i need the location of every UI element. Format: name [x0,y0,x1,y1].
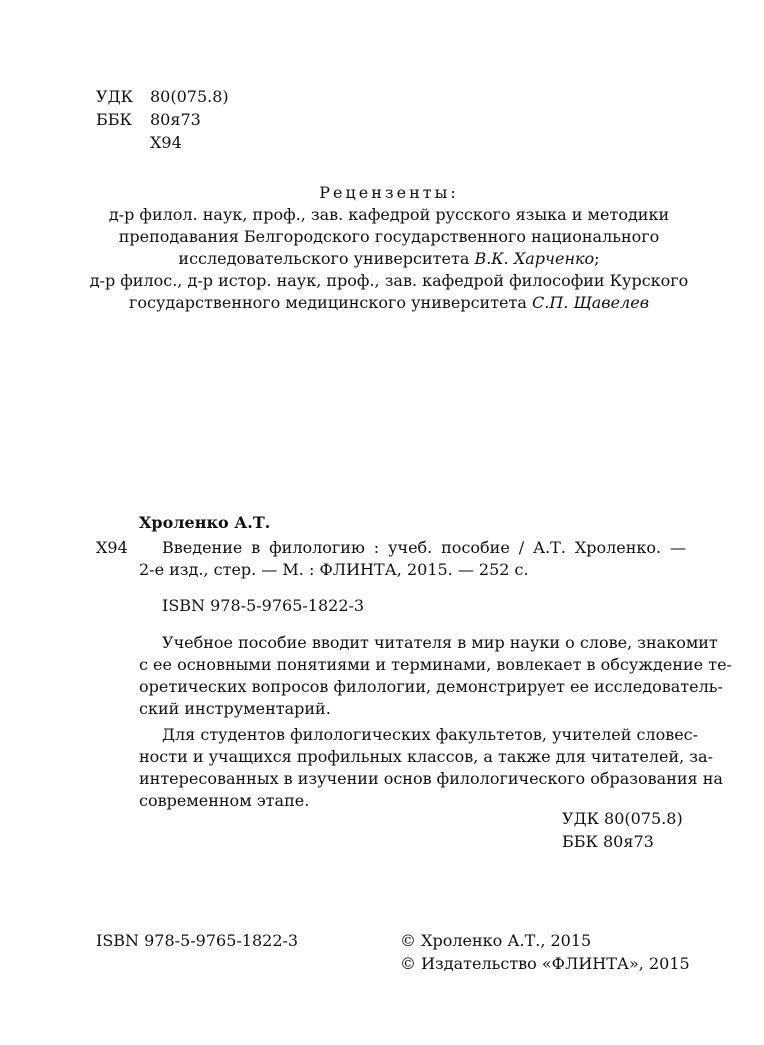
bbk-value: 80я73 [150,110,201,129]
udk-card: УДК 80(075.8) [562,809,683,828]
copyright-publisher: © Издательство «ФЛИНТА», 2015 [400,954,690,973]
reviewer1-line1: д-р филол. наук, проф., зав. кафедрой русского языка и методики [108,205,670,224]
reviewer2-affiliation-end: государственного медицинского университета [129,293,532,312]
bbk-code [96,109,201,131]
annotation-line: ский инструментарий. [139,699,331,718]
reviewer2-name: С.П. Щавелев [532,293,649,312]
annotation-line: Учебное пособие вводит читателя в мир науки о слове, знакомит [162,633,718,652]
annotation-line: Для студентов филологических факультетов, учителей словес- [162,725,699,744]
annotation-line: ности и учащихся профильных классов, а также для читателей, за- [139,747,713,766]
reviewer1-line2: преподавания Белгородского государственного национального [118,227,660,246]
bibliographic-line-2: 2-е изд., стер. — М. : ФЛИНТА, 2015. — 252 с. [139,560,529,579]
annotation-paragraph-1 [139,632,732,720]
bbk-card: ББК 80я73 [562,832,654,851]
reviewer2-line1: д-р филос., д-р истор. наук, проф., зав. кафедрой философии Курского [89,271,689,290]
annotation-line: современном этапе. [139,791,310,810]
author-heading: Хроленко А.Т. [139,513,271,532]
reviewer-separator: ; [594,249,600,268]
bibliographic-line-1: Введение в филологию : учеб. пособие / А.Т. Хроленко. — [162,538,686,557]
isbn-footer: ISBN 978-5-9765-1822-3 [96,931,299,950]
reviewer1-line3 [84,248,694,270]
reviewers-block [84,182,694,314]
reviewers-heading: Рецензенты: [319,183,459,202]
annotation-line: интересованных в изучении основ филологического образования на [139,769,723,788]
reviewer1-name: В.К. Харченко [474,249,595,268]
bbk-label: ББК [96,110,132,129]
reviewer2-line2 [84,292,694,314]
author-mark-top: Х94 [150,133,182,152]
isbn-card: ISBN 978-5-9765-1822-3 [162,596,365,615]
annotation-paragraph-2 [139,724,723,812]
udk-label: УДК [96,87,133,106]
author-mark-card: Х94 [96,538,128,557]
annotation-line: оретических вопросов филологии, демонстрирует ее исследователь- [139,677,723,696]
copyright-author: © Хроленко А.Т., 2015 [400,931,592,950]
udk-value: 80(075.8) [150,87,229,106]
annotation-line: с ее основными понятиями и терминами, вовлекает в обсуждение те- [139,655,732,674]
reviewer1-affiliation-end: исследовательского университета [178,249,475,268]
udk-code [96,86,229,108]
